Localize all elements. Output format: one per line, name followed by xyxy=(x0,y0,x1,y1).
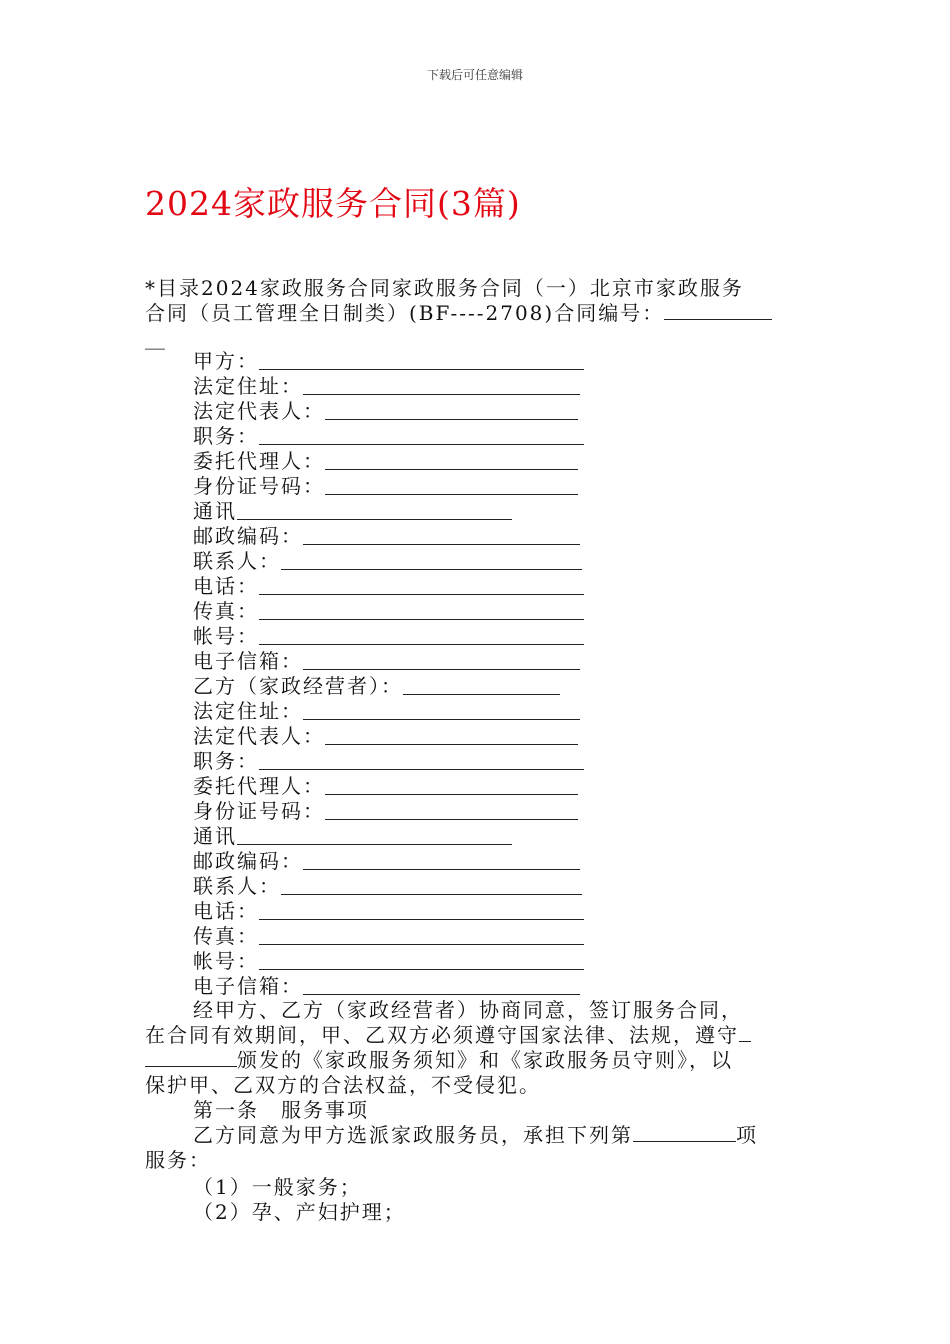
agreement-line-3 xyxy=(145,1048,810,1073)
intro-line-2 xyxy=(145,301,810,326)
agreement-paragraph xyxy=(145,998,810,1098)
field-blank xyxy=(259,643,584,645)
field-blank xyxy=(259,593,584,595)
field-label: 委托代理人： xyxy=(193,774,325,798)
field-blank xyxy=(259,943,584,945)
field-label: 帐号： xyxy=(193,949,259,973)
agreement-line-1: 经甲方、乙方（家政经营者）协商同意，签订服务合同， xyxy=(193,998,743,1022)
service-item-blank xyxy=(633,1123,736,1142)
service-item-2: （2）孕、产妇护理； xyxy=(193,1200,406,1224)
field-label: 法定住址： xyxy=(193,374,303,398)
document-title: 2024家政服务合同(3篇) xyxy=(145,184,521,223)
issuer-blank-start xyxy=(739,1023,751,1042)
field-blank xyxy=(303,393,580,395)
field-blank xyxy=(325,468,578,470)
intro-line-3: __ xyxy=(145,326,165,350)
article-1-line-2: 服务： xyxy=(145,1148,211,1172)
field-blank xyxy=(325,793,578,795)
field-blank xyxy=(259,918,584,920)
field-label: 法定代表人： xyxy=(193,724,325,748)
service-item-1: （1）一般家务； xyxy=(193,1175,362,1199)
field-label: 通讯 xyxy=(193,499,237,523)
agreement-line-2-text: 在合同有效期间，甲、乙双方必须遵守国家法律、法规，遵守 xyxy=(145,1023,739,1047)
agreement-line-2 xyxy=(145,1023,810,1048)
field-label: 职务： xyxy=(193,424,259,448)
article-1-heading: 第一条 服务事项 xyxy=(193,1098,369,1122)
field-row xyxy=(193,474,584,499)
field-label: 电话： xyxy=(193,899,259,923)
field-label: 通讯 xyxy=(193,824,237,848)
field-blank xyxy=(281,568,582,570)
field-row xyxy=(193,799,584,824)
field-blank xyxy=(325,743,578,745)
contract-number-blank xyxy=(664,301,772,320)
article-1-line-1-text: 乙方同意为甲方选派家政服务员，承担下列第 xyxy=(193,1123,633,1147)
field-label: 联系人： xyxy=(193,549,281,573)
field-label: 电子信箱： xyxy=(193,974,303,998)
page-header: 下载后可任意编辑 xyxy=(426,68,523,82)
field-label: 传真： xyxy=(193,924,259,948)
article-1 xyxy=(145,1098,810,1173)
field-blank xyxy=(303,718,580,720)
field-label: 乙方（家政经营者）： xyxy=(193,674,403,698)
field-label: 身份证号码： xyxy=(193,799,325,823)
field-label: 联系人： xyxy=(193,874,281,898)
field-blank xyxy=(403,693,560,695)
field-label: 帐号： xyxy=(193,624,259,648)
agreement-line-3-text: 颁发的《家政服务须知》和《家政服务员守则》，以 xyxy=(237,1048,733,1072)
intro-line-2-text: 合同（员工管理全日制类）(BF----2708)合同编号： xyxy=(145,301,665,325)
issuer-blank xyxy=(145,1048,237,1067)
field-blank xyxy=(303,993,580,995)
field-label: 职务： xyxy=(193,749,259,773)
field-label: 邮政编码： xyxy=(193,524,303,548)
field-blank xyxy=(259,368,584,370)
article-1-line-1-end: 项 xyxy=(736,1123,758,1147)
party-fields xyxy=(193,349,584,999)
field-label: 传真： xyxy=(193,599,259,623)
field-blank xyxy=(303,868,580,870)
field-blank xyxy=(259,618,584,620)
field-blank xyxy=(259,968,584,970)
field-blank xyxy=(325,818,578,820)
field-label: 甲方： xyxy=(193,349,259,373)
article-1-line-1 xyxy=(145,1123,810,1148)
intro-paragraph xyxy=(145,276,810,326)
field-blank xyxy=(281,893,582,895)
field-blank xyxy=(303,543,580,545)
intro-line-1: *目录2024家政服务合同家政服务合同（一）北京市家政服务 xyxy=(145,276,744,300)
field-label: 身份证号码： xyxy=(193,474,325,498)
field-label: 法定代表人： xyxy=(193,399,325,423)
field-label: 法定住址： xyxy=(193,699,303,723)
agreement-line-4: 保护甲、乙双方的合法权益，不受侵犯。 xyxy=(145,1073,541,1097)
field-label: 电子信箱： xyxy=(193,649,303,673)
field-label: 委托代理人： xyxy=(193,449,325,473)
field-blank xyxy=(325,418,578,420)
field-blank xyxy=(325,493,578,495)
field-label: 邮政编码： xyxy=(193,849,303,873)
field-label: 电话： xyxy=(193,574,259,598)
field-row xyxy=(193,974,584,999)
